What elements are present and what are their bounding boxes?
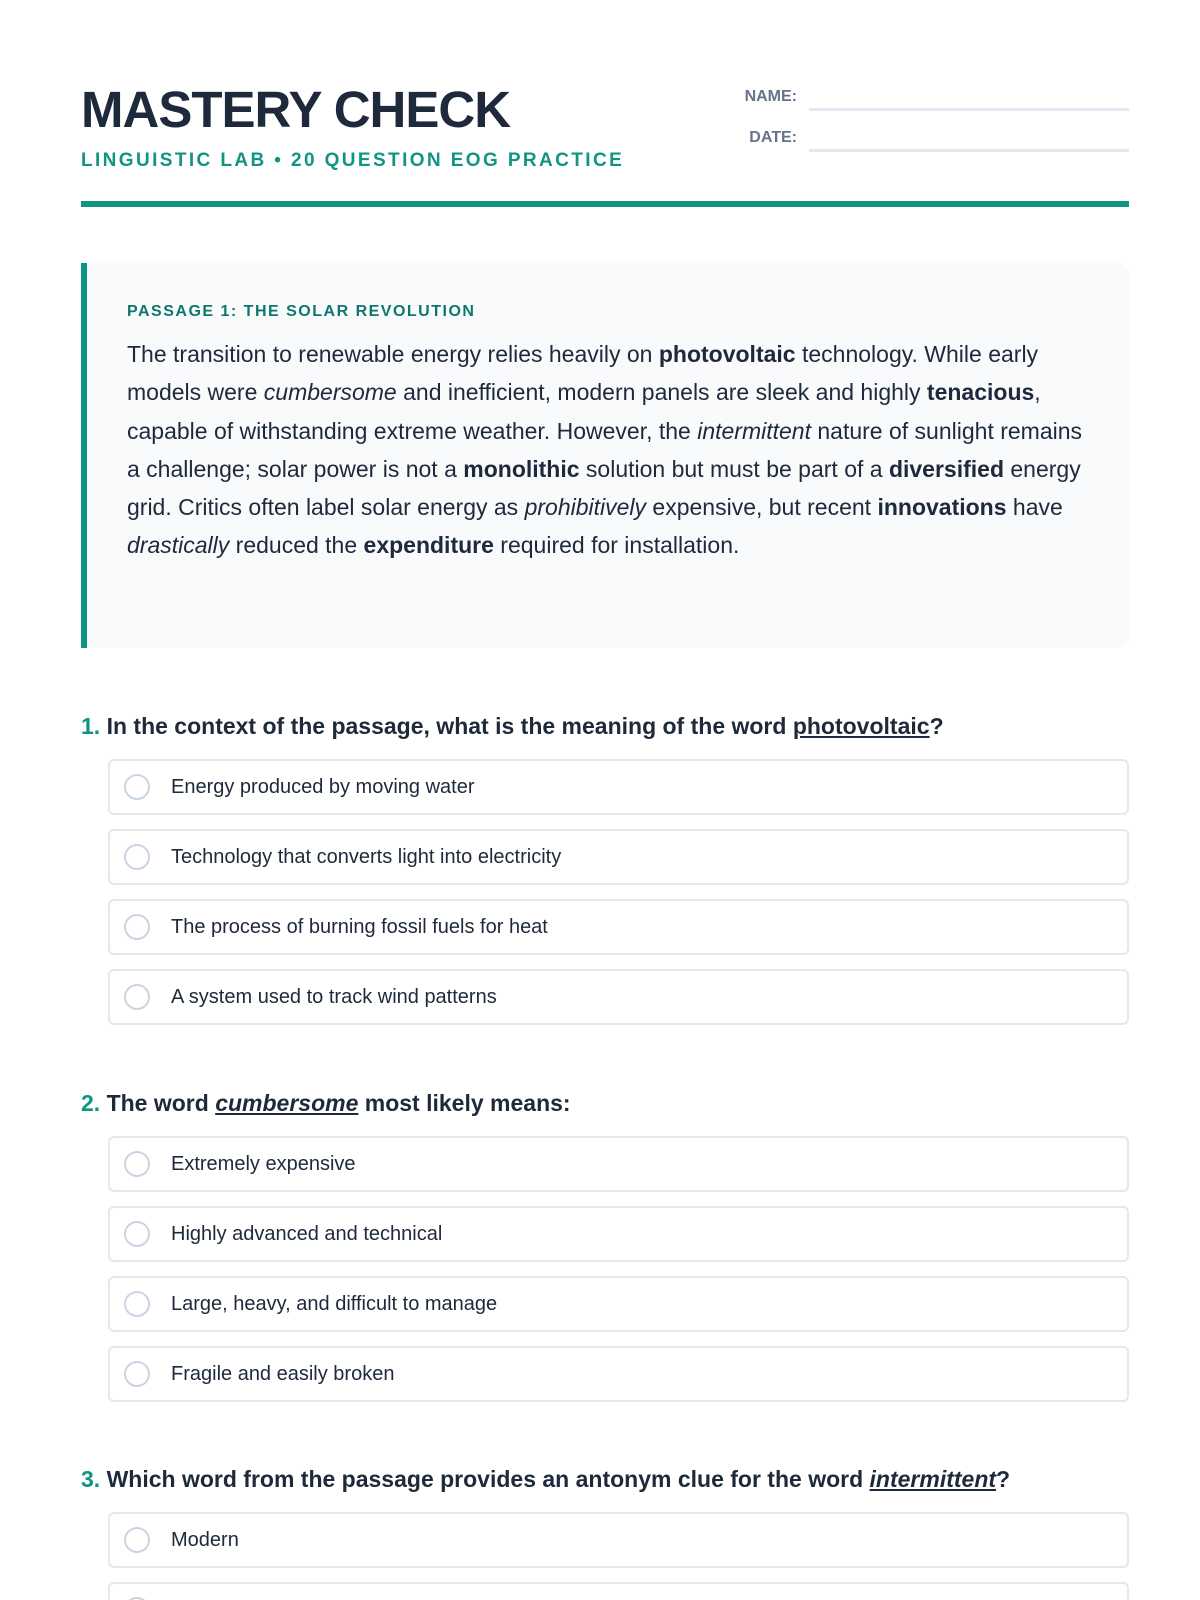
header-divider (81, 201, 1129, 207)
date-field[interactable] (731, 129, 1129, 159)
option-label: Fragile and easily broken (171, 1362, 395, 1385)
name-input-line[interactable] (809, 108, 1129, 111)
radio-button[interactable] (124, 774, 150, 800)
text: , capable of withstanding extreme weather. However, the (127, 379, 1041, 444)
text: and inefficient, modern panels are sleek and highly (396, 379, 927, 406)
option-label: A system used to track wind patterns (171, 985, 497, 1008)
option-label: The process of burning fossil fuels for heat (171, 915, 548, 938)
text: required for installation. (493, 532, 740, 559)
term: innovations (877, 494, 1007, 521)
text: Which word from the passage provides an (106, 1466, 576, 1492)
question-3 (81, 1466, 1129, 1600)
radio-button[interactable] (124, 844, 150, 870)
answer-option[interactable] (108, 1276, 1129, 1332)
option-label: Technology that converts light into electricity (171, 845, 562, 868)
radio-button[interactable] (124, 1361, 150, 1387)
passage-title: PASSAGE 1: THE SOLAR REVOLUTION (127, 303, 476, 320)
answer-option[interactable] (108, 1136, 1129, 1192)
text: The transition to renewable energy relies heavily on (127, 341, 659, 367)
term: tenacious (926, 379, 1035, 406)
text: clue for the word (671, 1466, 870, 1492)
question-number: 3. (81, 1466, 101, 1492)
text: energy grid. Critics often label solar energy as (127, 455, 1081, 521)
answer-option[interactable] (108, 969, 1129, 1025)
option-label: Energy produced by moving water (171, 775, 475, 798)
question-1 (81, 713, 1129, 1025)
answer-option[interactable] (108, 1582, 1129, 1600)
text: reduced the (229, 532, 364, 559)
text: most likely means: (358, 1090, 571, 1116)
answer-option[interactable] (108, 1346, 1129, 1402)
option-label: Extremely expensive (171, 1152, 356, 1175)
target-word: photovoltaic (792, 713, 930, 739)
text: ? (929, 713, 944, 739)
text: nature of sunlight remains a challenge; solar power is not a (127, 417, 1083, 482)
radio-button[interactable] (124, 984, 150, 1010)
option-label: Modern (171, 1528, 239, 1551)
name-label: NAME: (744, 88, 797, 105)
question-text (81, 1466, 1129, 1496)
emphasis: antonym (575, 1466, 672, 1492)
text: In the context of the passage, what is the meaning of the word (106, 713, 793, 739)
radio-button[interactable] (124, 1291, 150, 1317)
term: prohibitively (524, 494, 647, 521)
date-input-line[interactable] (809, 149, 1129, 152)
question-number: 1. (81, 713, 101, 739)
answer-option[interactable] (108, 899, 1129, 955)
radio-button[interactable] (124, 914, 150, 940)
page-title: MASTERY CHECK (81, 81, 511, 138)
passage-text (127, 335, 1089, 565)
target-word: intermittent (869, 1466, 997, 1492)
term: expenditure (363, 532, 494, 559)
term: drastically (127, 532, 230, 559)
answer-option[interactable] (108, 759, 1129, 815)
radio-button[interactable] (124, 1151, 150, 1177)
text: expensive, but recent (646, 494, 878, 521)
radio-button[interactable] (124, 1221, 150, 1247)
question-text (81, 1090, 1129, 1120)
text: ? (996, 1466, 1011, 1492)
text: have (1006, 494, 1063, 521)
question-text (81, 713, 1129, 743)
option-label: Large, heavy, and difficult to manage (171, 1292, 498, 1315)
page-subtitle: LINGUISTIC LAB • 20 QUESTION EOG PRACTICE (81, 150, 625, 171)
target-word: cumbersome (215, 1090, 359, 1116)
name-field[interactable] (731, 88, 1129, 118)
question-2 (81, 1090, 1129, 1402)
term: photovoltaic (658, 341, 796, 367)
text: The word (106, 1090, 216, 1116)
text: solution but must be part of a (579, 455, 889, 482)
term: cumbersome (263, 379, 397, 406)
answer-option[interactable] (108, 1206, 1129, 1262)
question-number: 2. (81, 1090, 101, 1116)
option-label: Highly advanced and technical (171, 1222, 443, 1245)
term: diversified (888, 455, 1004, 482)
term: intermittent (697, 417, 811, 444)
radio-button[interactable] (124, 1527, 150, 1553)
date-label: DATE: (749, 129, 797, 146)
term: monolithic (463, 455, 580, 482)
answer-option[interactable] (108, 1512, 1129, 1568)
answer-option[interactable] (108, 829, 1129, 885)
passage-box (81, 263, 1129, 648)
text: technology. While early models were (127, 341, 1039, 406)
